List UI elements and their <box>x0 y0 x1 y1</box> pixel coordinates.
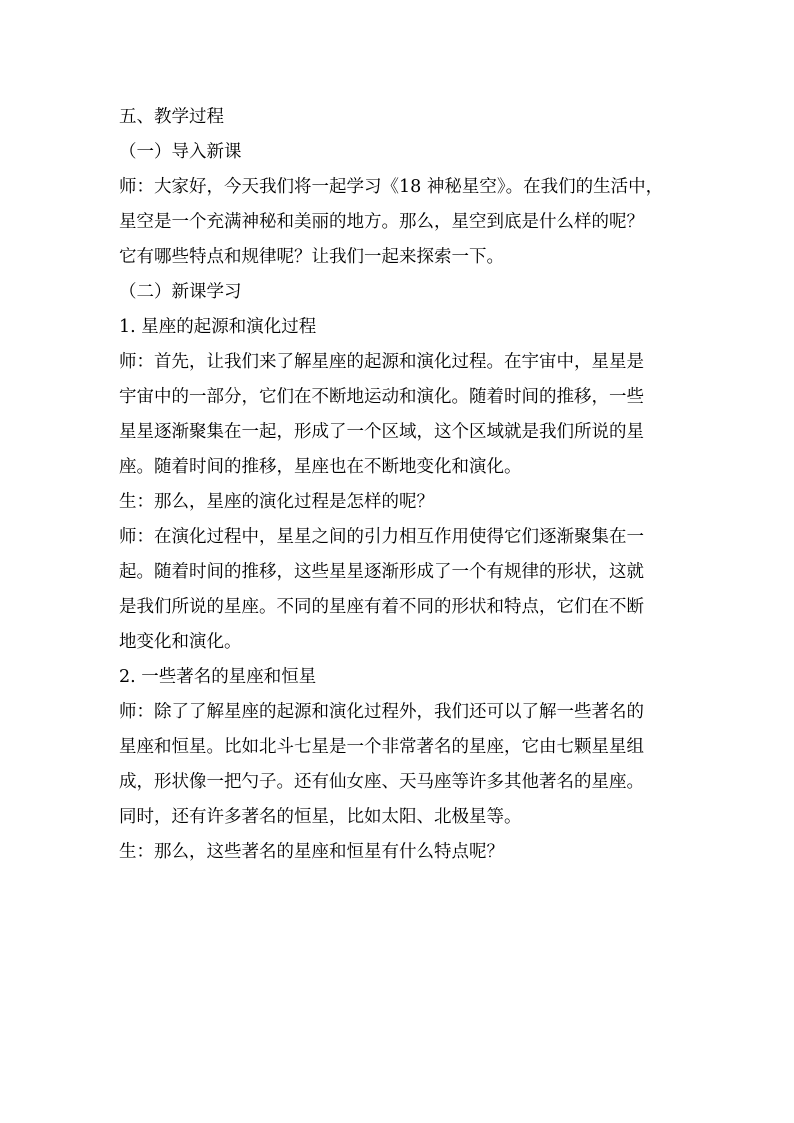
paragraph-line: 星星逐渐聚集在一起，形成了一个区域，这个区域就是我们所说的星 <box>119 422 644 442</box>
paragraph-line: 座。随着时间的推移，星座也在不断地变化和演化。 <box>119 457 522 477</box>
paragraph-line: 地变化和演化。 <box>119 632 242 652</box>
section-heading-teaching-process: 五、教学过程 <box>119 107 224 127</box>
paragraph-line: 成，形状像一把勺子。还有仙女座、天马座等许多其他著名的星座。 <box>119 772 644 792</box>
paragraph-line: 起。随着时间的推移，这些星星逐渐形成了一个有规律的形状，这就 <box>119 562 644 582</box>
numbered-heading-constellation-origin: 1. 星座的起源和演化过程 <box>119 317 317 337</box>
paragraph-line: 师：大家好，今天我们将一起学习《18 神秘星空》。在我们的生活中， <box>119 177 664 197</box>
subheading-introduction: （一）导入新课 <box>119 142 242 162</box>
paragraph-line: 师：首先，让我们来了解星座的起源和演化过程。在宇宙中，星星是 <box>119 352 644 372</box>
paragraph-line: 师：在演化过程中，星星之间的引力相互作用使得它们逐渐聚集在一 <box>119 527 644 547</box>
paragraph-line: 生：那么，星座的演化过程是怎样的呢？ <box>119 492 434 512</box>
paragraph-line: 星座和恒星。比如北斗七星是一个非常著名的星座，它由七颗星星组 <box>119 737 644 757</box>
document-body <box>119 100 691 870</box>
paragraph-line: 同时，还有许多著名的恒星，比如太阳、北极星等。 <box>119 807 522 827</box>
numbered-heading-famous-stars: 2. 一些著名的星座和恒星 <box>119 667 317 687</box>
paragraph-line: 它有哪些特点和规律呢？让我们一起来探索一下。 <box>119 247 504 267</box>
paragraph-line: 生：那么，这些著名的星座和恒星有什么特点呢？ <box>119 842 504 862</box>
paragraph-line: 宇宙中的一部分，它们在不断地运动和演化。随着时间的推移，一些 <box>119 387 644 407</box>
paragraph-line: 星空是一个充满神秘和美丽的地方。那么，星空到底是什么样的呢？ <box>119 212 644 232</box>
subheading-new-lesson: （二）新课学习 <box>119 282 242 302</box>
paragraph-line: 师：除了了解星座的起源和演化过程外，我们还可以了解一些著名的 <box>119 702 644 722</box>
paragraph-line: 是我们所说的星座。不同的星座有着不同的形状和特点，它们在不断 <box>119 597 644 617</box>
